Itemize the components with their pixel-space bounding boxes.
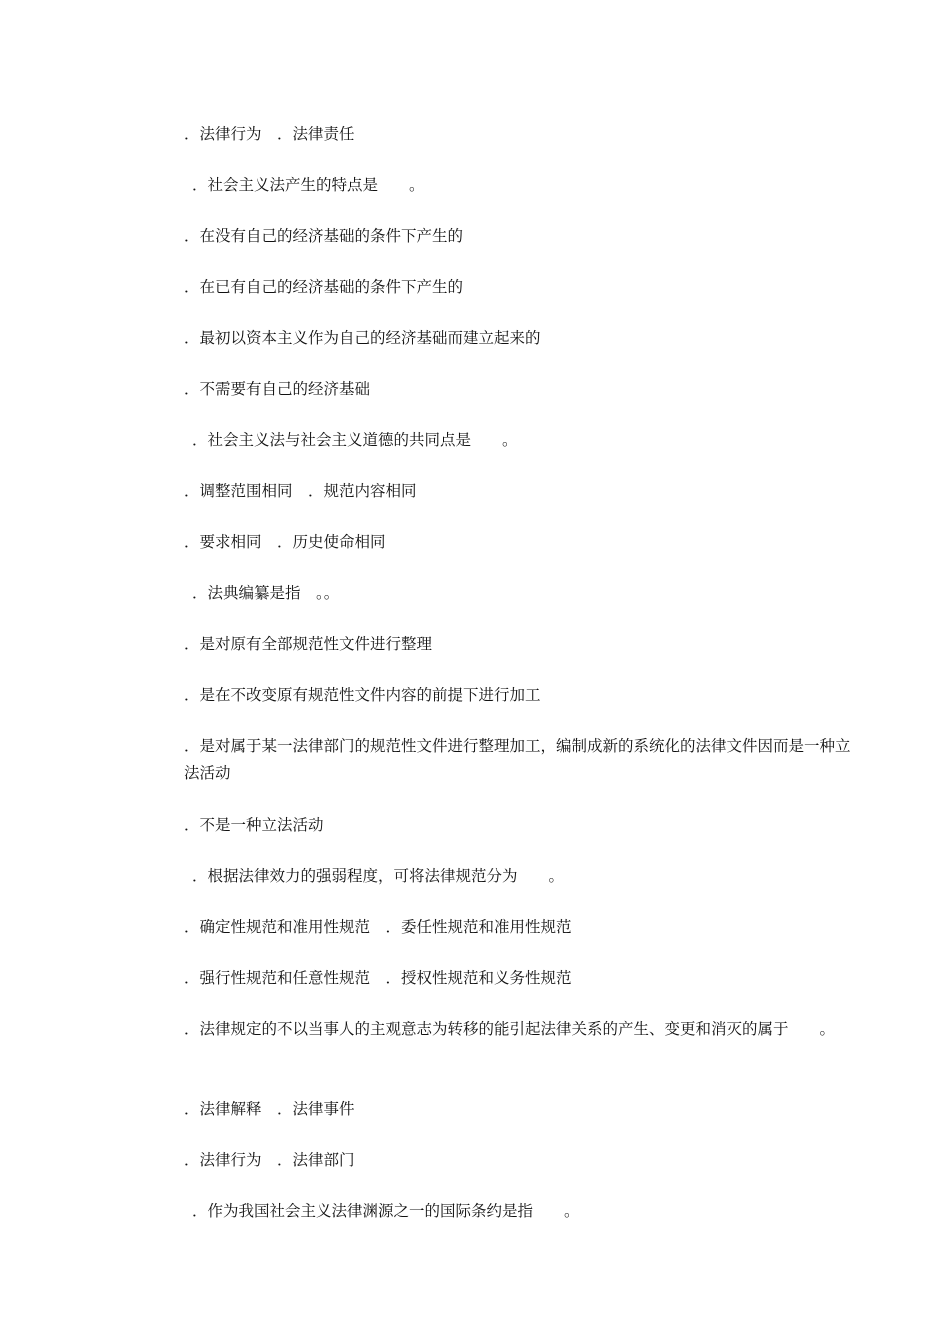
answer-options-line: ．法律行为 ．法律责任: [184, 125, 355, 143]
answer-option-line: ．最初以资本主义作为自己的经济基础而建立起来的: [184, 329, 541, 347]
answer-option-paragraph: ．是对属于某一法律部门的规范性文件进行整理加工，编制成新的系统化的法律文件因而是一种立法活动: [184, 737, 851, 782]
question-line: ．作为我国社会主义法律渊源之一的国际条约是指 。: [192, 1202, 580, 1220]
question-line: ．社会主义法与社会主义道德的共同点是 。: [192, 431, 518, 449]
answer-option-line: ．在已有自己的经济基础的条件下产生的: [184, 278, 464, 296]
answer-options-line: ．确定性规范和准用性规范 ．委任性规范和准用性规范: [184, 918, 572, 936]
answer-option-line: ．是在不改变原有规范性文件内容的前提下进行加工: [184, 686, 541, 704]
answer-option-line: ．是对原有全部规范性文件进行整理: [184, 635, 433, 653]
answer-option-line: ．不是一种立法活动: [184, 816, 324, 834]
answer-options-line: ．要求相同 ．历史使命相同: [184, 533, 386, 551]
answer-option-line: ．在没有自己的经济基础的条件下产生的: [184, 227, 464, 245]
question-paragraph: ．法律规定的不以当事人的主观意志为转移的能引起法律关系的产生、变更和消灭的属于 。: [184, 1020, 836, 1038]
answer-options-line: ．调整范围相同 ．规范内容相同: [184, 482, 417, 500]
question-line: ．法典编纂是指 。。: [192, 584, 340, 602]
answer-options-line: ．法律行为 ．法律部门: [184, 1151, 355, 1169]
question-line: ．社会主义法产生的特点是 。: [192, 176, 425, 194]
answer-options-line: ．法律解释 ．法律事件: [184, 1100, 355, 1118]
question-line: ．根据法律效力的强弱程度，可将法律规范分为 。: [192, 867, 565, 885]
answer-option-line: ．不需要有自己的经济基础: [184, 380, 371, 398]
answer-options-line: ．强行性规范和任意性规范 ．授权性规范和义务性规范: [184, 969, 572, 987]
